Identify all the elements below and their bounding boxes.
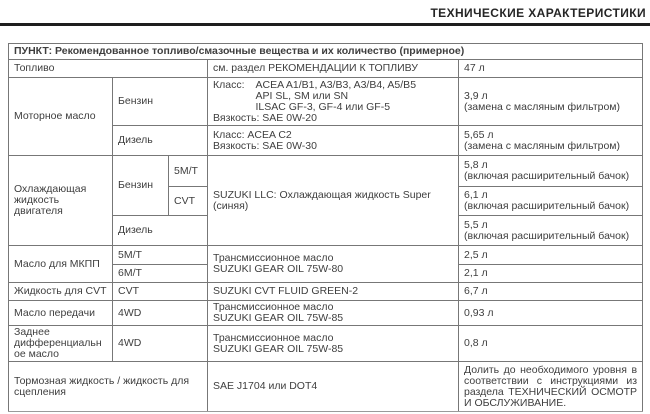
rear-diff-oil-qty: 0,8 л: [459, 326, 643, 362]
mt-oil-spec: [208, 246, 459, 283]
cvt-fluid-spec: SUZUKI CVT FLUID GREEN-2: [208, 283, 459, 301]
oil-class-row: [213, 80, 453, 113]
fuel-spec: см. раздел РЕКОМЕНДАЦИИ К ТОПЛИВУ: [208, 60, 459, 78]
mt-oil-6mt-label: 6M/T: [113, 265, 208, 283]
rear-diff-oil-variant: 4WD: [113, 326, 208, 362]
spec-line: Трансмиссионное масло: [213, 301, 334, 313]
rear-diff-oil-spec: [208, 326, 459, 362]
qty-value: 3,9 л: [464, 89, 488, 102]
spec-line: SUZUKI GEAR OIL 75W-80: [213, 263, 344, 275]
cvt-fluid-qty: 6,7 л: [459, 283, 643, 301]
brake-fluid-label: Тормозная жидкость / жидкость для сцепления: [9, 362, 208, 412]
rear-diff-oil-row: [9, 326, 643, 362]
fuel-qty: 47 л: [459, 60, 643, 78]
table-title-row: [9, 44, 643, 60]
mt-oil-5mt-label: 5M/T: [113, 246, 208, 265]
coolant-diesel-qty: [459, 216, 643, 246]
transfer-oil-spec: [208, 301, 459, 326]
transfer-oil-qty: 0,93 л: [459, 301, 643, 326]
coolant-cvt-label: CVT: [169, 187, 208, 216]
header-rule: [0, 23, 650, 26]
oil-class-lines: [256, 80, 417, 113]
oil-class-line: ACEA A1/B1, A3/B3, A3/B4, A5/B5: [255, 78, 417, 91]
qty-note: (включая расширительный бачок): [464, 170, 630, 182]
mt-oil-6mt-qty: 2,1 л: [459, 265, 643, 283]
engine-oil-label: Моторное масло: [9, 78, 113, 156]
engine-oil-diesel-qty: [459, 126, 643, 156]
transfer-oil-row: [9, 301, 643, 326]
qty-value: 6,1 л: [464, 189, 488, 201]
engine-oil-petrol-spec: [208, 78, 459, 126]
mt-oil-5mt-qty: 2,5 л: [459, 246, 643, 265]
page-title: ТЕХНИЧЕСКИЕ ХАРАКТЕРИСТИКИ: [430, 6, 646, 20]
cvt-fluid-row: [9, 283, 643, 301]
oil-class-line: ILSAC GF-3, GF-4 или GF-5: [255, 100, 391, 113]
fluids-spec-table: [8, 43, 643, 412]
coolant-5mt-row: [9, 156, 643, 187]
oil-class-line: API SL, SM или SN: [255, 89, 349, 102]
rear-diff-oil-label: Заднее дифференциальное масло: [9, 326, 113, 362]
table-title: ПУНКТ: Рекомендованное топливо/смазочные вещества и их количество (примерное): [9, 44, 643, 60]
coolant-5mt-qty: [459, 156, 643, 187]
mt-oil-label: Масло для МКПП: [9, 246, 113, 283]
coolant-cvt-qty: [459, 187, 643, 216]
spec-line: SUZUKI GEAR OIL 75W-85: [213, 312, 344, 324]
qty-note: (замена с масляным фильтром): [464, 100, 621, 113]
spec-line: SUZUKI GEAR OIL 75W-85: [213, 342, 344, 355]
qty-value: 5,65 л: [464, 128, 494, 141]
coolant-diesel-label: Дизель: [113, 216, 208, 246]
brake-fluid-note: Долить до необходимого уровня в соответствии с инструкциями из раздела ТЕХНИЧЕСКИЙ ОСМОТР И ОБСЛУЖИВАНИЕ.: [459, 362, 643, 412]
brake-fluid-spec: SAE J1704 или DOT4: [208, 362, 459, 412]
oil-class-label: Класс:: [213, 78, 245, 91]
spec-line: Трансмиссионное масло: [213, 252, 334, 264]
coolant-5mt-label: 5M/T: [169, 156, 208, 187]
spec-line: Трансмиссионное масло: [213, 331, 334, 344]
engine-oil-diesel-label: Дизель: [113, 126, 208, 156]
cvt-fluid-variant: CVT: [113, 283, 208, 301]
coolant-petrol-label: Бензин: [113, 156, 169, 216]
transfer-oil-variant: 4WD: [113, 301, 208, 326]
spec-line: (синяя): [213, 199, 249, 212]
qty-note: (включая расширительный бачок): [464, 229, 630, 242]
fuel-row: [9, 60, 643, 78]
qty-note: (включая расширительный бачок): [464, 200, 630, 212]
qty-value: 5,5 л: [464, 218, 488, 231]
coolant-label: Охлаждающая жидкость двигателя: [9, 156, 113, 246]
fuel-label: Топливо: [9, 60, 208, 78]
mt-oil-5mt-row: [9, 246, 643, 265]
qty-note: (замена с масляным фильтром): [464, 139, 621, 152]
transfer-oil-label: Масло передачи: [9, 301, 113, 326]
spec-line: SUZUKI LLC: Охлаждающая жидкость Super: [213, 188, 431, 201]
engine-oil-diesel-spec: [208, 126, 459, 156]
coolant-spec: [208, 156, 459, 246]
engine-oil-petrol-qty: [459, 78, 643, 126]
engine-oil-petrol-label: Бензин: [113, 78, 208, 126]
oil-viscosity: Вязкость: SAE 0W-20: [213, 111, 317, 124]
cvt-fluid-label: Жидкость для CVT: [9, 283, 113, 301]
oil-class: Класс: ACEA C2: [213, 128, 292, 141]
engine-oil-petrol-row: [9, 78, 643, 126]
qty-value: 5,8 л: [464, 159, 488, 171]
oil-viscosity: Вязкость: SAE 0W-30: [213, 139, 317, 152]
brake-fluid-row: [9, 362, 643, 412]
